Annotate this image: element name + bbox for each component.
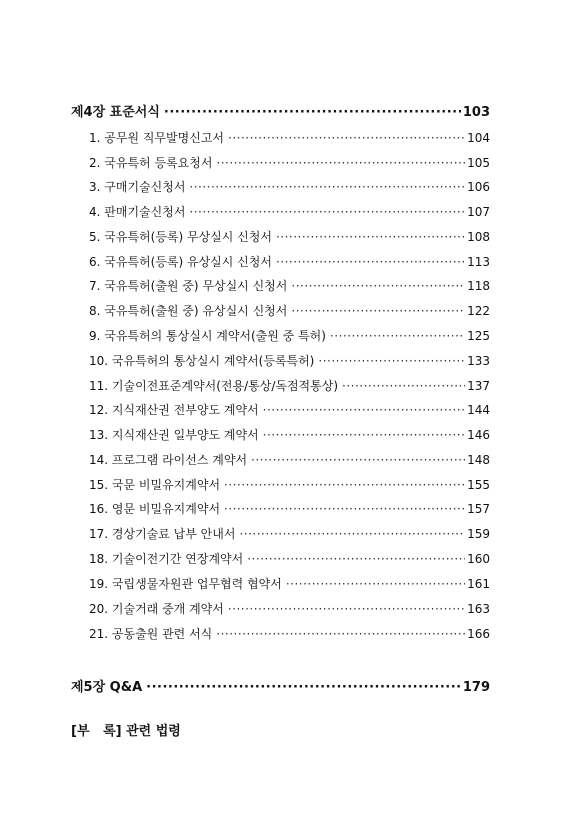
page-number: 166	[467, 627, 490, 641]
dot-leader	[318, 354, 465, 368]
item-title: 6. 국유특허(등록) 유상실시 신청서	[89, 255, 272, 269]
toc-item[interactable]	[89, 377, 490, 394]
dot-leader	[291, 279, 465, 293]
dot-leader	[216, 627, 465, 641]
toc-item[interactable]	[89, 550, 490, 567]
page-number: 103	[462, 105, 490, 120]
toc-item[interactable]	[89, 277, 490, 294]
item-title: 17. 경상기술료 납부 안내서	[89, 527, 236, 541]
item-title: 7. 국유특허(출원 중) 무상실시 신청서	[89, 279, 288, 293]
item-title: 8. 국유특허(출원 중) 유상실시 신청서	[89, 304, 288, 318]
item-title: 18. 기술이전기간 연장계약서	[89, 552, 244, 566]
item-title: 15. 국문 비밀유지계약서	[89, 478, 221, 492]
toc-item[interactable]	[89, 228, 490, 245]
item-title: 9. 국유특허의 통상실시 계약서(출원 중 특허)	[89, 329, 326, 343]
toc-item[interactable]	[89, 327, 490, 344]
item-title: 16. 영문 비밀유지계약서	[89, 502, 221, 516]
dot-leader	[342, 379, 465, 393]
toc-item[interactable]	[89, 525, 490, 542]
toc-item[interactable]	[89, 426, 490, 443]
dot-leader	[286, 577, 465, 591]
dot-leader	[228, 602, 465, 616]
dot-leader	[263, 403, 465, 417]
dot-leader	[224, 478, 465, 492]
toc-item[interactable]	[89, 178, 490, 195]
dot-leader	[189, 205, 465, 219]
page-number: 108	[467, 230, 490, 244]
item-title: 11. 기술이전표준계약서(전용/통상/독점적통상)	[89, 379, 339, 393]
item-title: 13. 지식재산권 일부양도 계약서	[89, 428, 259, 442]
toc-item[interactable]	[89, 600, 490, 617]
toc-appendix[interactable]: [부 록] 관련 법령	[71, 724, 181, 739]
item-title: 20. 기술거래 중개 계약서	[89, 602, 224, 616]
toc-item[interactable]	[89, 154, 490, 171]
page-number: 144	[467, 403, 490, 417]
page-number: 104	[467, 131, 490, 145]
page-number: 159	[467, 527, 490, 541]
page-number: 179	[462, 680, 490, 695]
item-title: 12. 지식재산권 전부양도 계약서	[89, 403, 259, 417]
page-number: 125	[467, 329, 490, 343]
chapter-title: 제4장 표준서식	[71, 105, 160, 120]
dot-leader	[251, 453, 465, 467]
toc-chapter-5[interactable]	[71, 676, 490, 695]
page-number: 113	[467, 255, 490, 269]
page-number: 133	[467, 354, 490, 368]
item-title: 2. 국유특허 등록요청서	[89, 156, 213, 170]
page-number: 105	[467, 156, 490, 170]
dot-leader	[228, 131, 465, 145]
toc-item[interactable]	[89, 352, 490, 369]
dot-leader	[330, 329, 465, 343]
page-number: 161	[467, 577, 490, 591]
item-title: 4. 판매기술신청서	[89, 205, 186, 219]
page-number: 146	[467, 428, 490, 442]
dot-leader	[216, 156, 465, 170]
item-title: 10. 국유특허의 통상실시 계약서(등록특허)	[89, 354, 315, 368]
toc-item[interactable]	[89, 476, 490, 493]
dot-leader	[189, 180, 465, 194]
page-number: 137	[467, 379, 490, 393]
dot-leader	[224, 502, 465, 516]
dot-leader	[239, 527, 465, 541]
item-title: 1. 공무원 직무발명신고서	[89, 131, 224, 145]
toc-item[interactable]	[89, 129, 490, 146]
toc-item[interactable]	[89, 302, 490, 319]
page-number: 157	[467, 502, 490, 516]
dot-leader	[247, 552, 465, 566]
chapter-title: 제5장 Q&A	[71, 680, 143, 695]
toc-item[interactable]	[89, 203, 490, 220]
dot-leader	[146, 680, 461, 695]
page-number: 122	[467, 304, 490, 318]
page-number: 106	[467, 180, 490, 194]
page-number: 155	[467, 478, 490, 492]
item-title: 14. 프로그램 라이선스 계약서	[89, 453, 248, 467]
dot-leader	[291, 304, 465, 318]
page-number: 148	[467, 453, 490, 467]
page-number: 163	[467, 602, 490, 616]
toc-item[interactable]	[89, 625, 490, 642]
toc-item[interactable]	[89, 253, 490, 270]
dot-leader	[276, 230, 465, 244]
page-number: 160	[467, 552, 490, 566]
item-title: 3. 구매기술신청서	[89, 180, 186, 194]
toc-item[interactable]	[89, 401, 490, 418]
dot-leader	[164, 105, 461, 120]
toc-item[interactable]	[89, 575, 490, 592]
item-title: 21. 공동출원 관련 서식	[89, 627, 213, 641]
dot-leader	[263, 428, 465, 442]
toc-item[interactable]	[89, 451, 490, 468]
page-number: 118	[467, 279, 490, 293]
item-title: 19. 국립생물자원관 업무협력 협약서	[89, 577, 282, 591]
dot-leader	[276, 255, 465, 269]
toc-chapter-4[interactable]	[71, 101, 490, 120]
item-title: 5. 국유특허(등록) 무상실시 신청서	[89, 230, 272, 244]
page-number: 107	[467, 205, 490, 219]
toc-item[interactable]	[89, 500, 490, 517]
